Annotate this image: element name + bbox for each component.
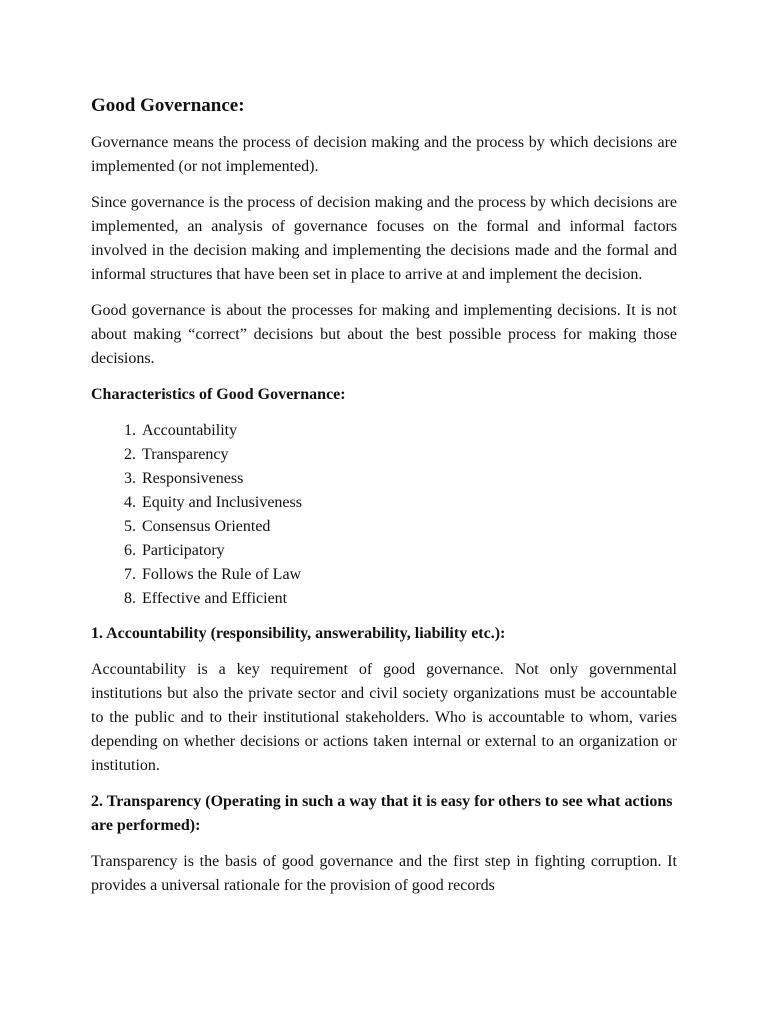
list-item — [91, 539, 677, 563]
list-item-text: Participatory — [142, 542, 225, 559]
section-2-paragraph: Transparency is the basis of good governance and the first step in fighting corruption. It provides a universal rationale for the provision of good records — [91, 853, 677, 894]
list-item-number: 1. — [124, 422, 136, 439]
document-page — [91, 93, 677, 898]
list-item-number: 3. — [124, 470, 136, 487]
list-item-number: 4. — [124, 494, 136, 511]
list-item — [91, 419, 677, 443]
list-item-text: Effective and Efficient — [142, 590, 288, 607]
list-item — [91, 467, 677, 491]
list-item-number: 8. — [124, 590, 136, 607]
list-item — [91, 443, 677, 467]
intro-paragraph-2: Since governance is the process of decision making and the process by which decisions are implemented, an analysis of governance focuses on the formal and informal factors involved in the decision making and implementing the decisions made and the formal and informal structures that have been set in place to arrive at and implement the decision. — [91, 194, 677, 283]
list-item — [91, 587, 677, 611]
section-2-heading: 2. Transparency (Operating in such a way that it is easy for others to see what actions are performed): — [91, 793, 673, 834]
list-item-number: 7. — [124, 566, 136, 583]
intro-paragraph-3: Good governance is about the processes for making and implementing decisions. It is not about making “correct” decisions but about the best possible process for making those decisions. — [91, 302, 677, 367]
list-item — [91, 563, 677, 587]
intro-paragraph-1: Governance means the process of decision making and the process by which decisions are implemented (or not implemented). — [91, 134, 677, 175]
section-1-heading: 1. Accountability (responsibility, answerability, liability etc.): — [91, 625, 506, 642]
section-1-paragraph: Accountability is a key requirement of good governance. Not only governmental institutions but also the private sector and civil society organizations must be accountable to the public and to their institutional stakeholders. Who is accountable to whom, varies depending on whether decisions or actions taken internal or external to an organization or institution. — [91, 661, 677, 774]
list-item — [91, 515, 677, 539]
list-item-text: Equity and Inclusiveness — [142, 494, 302, 511]
list-item-number: 2. — [124, 446, 136, 463]
list-item-number: 5. — [124, 518, 136, 535]
characteristics-heading: Characteristics of Good Governance: — [91, 386, 346, 403]
characteristics-list — [91, 419, 677, 611]
page-title: Good Governance: — [91, 95, 245, 116]
list-item — [91, 491, 677, 515]
list-item-text: Consensus Oriented — [142, 518, 271, 535]
list-item-text: Responsiveness — [142, 470, 244, 487]
list-item-text: Accountability — [142, 422, 238, 439]
list-item-text: Transparency — [142, 446, 229, 463]
list-item-text: Follows the Rule of Law — [142, 566, 302, 583]
list-item-number: 6. — [124, 542, 136, 559]
